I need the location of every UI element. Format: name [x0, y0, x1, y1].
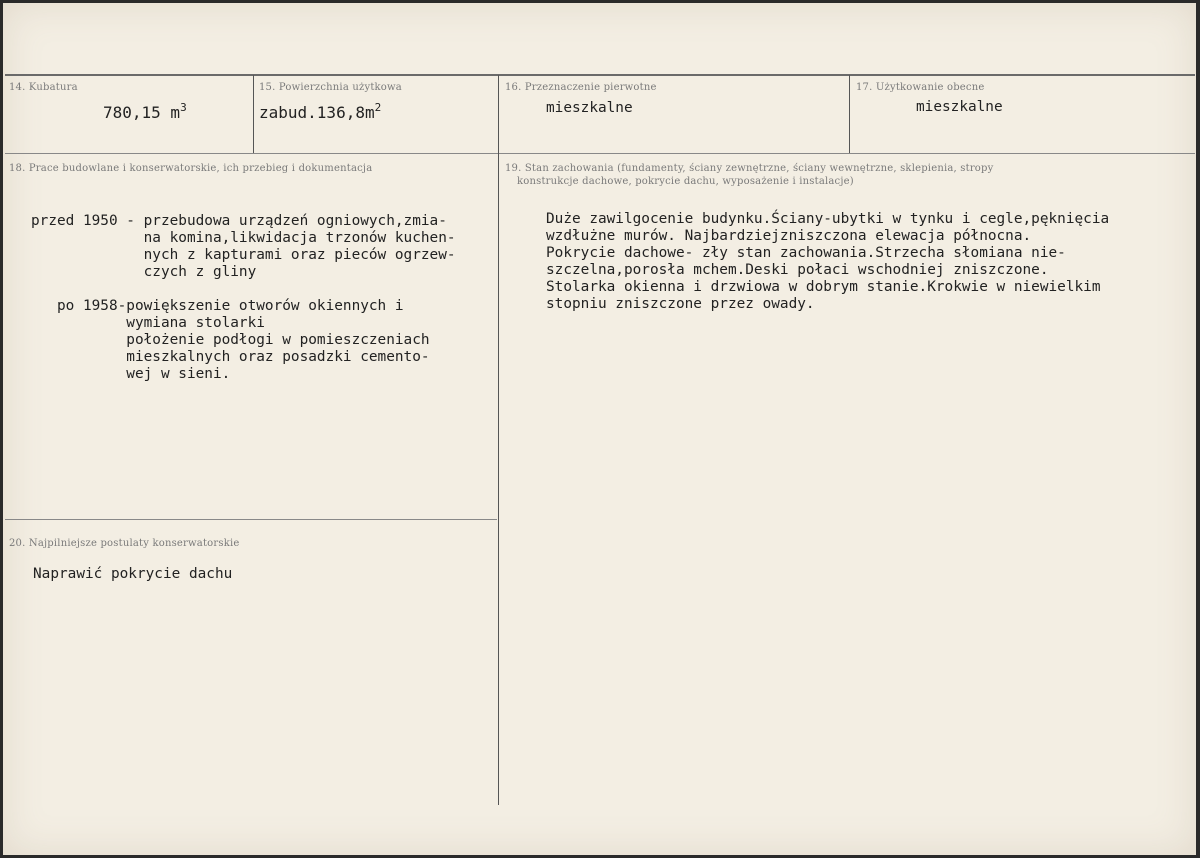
powierzchnia-label: 15. Powierzchnia użytkowa: [259, 82, 402, 93]
prace-line: na komina,likwidacja trzonów kuchen-: [31, 230, 456, 246]
przeznaczenie-value: mieszkalne: [546, 100, 633, 116]
kubatura-value: [103, 101, 187, 122]
stan-line: Pokrycie dachowe- zły stan zachowania.Strzecha słomiana nie-: [546, 245, 1066, 261]
kubatura-number: 780,15 m: [103, 103, 181, 122]
prace-line: po 1958-powiększenie otworów okiennych i: [31, 298, 404, 314]
row1-bottom-rule: [5, 153, 1195, 154]
section20-top-rule: [5, 519, 497, 520]
uzytkowanie-label: 17. Użytkowanie obecne: [856, 82, 985, 93]
stan-line: wzdłużne murów. Najbardziejzniszczona elewacja północna.: [546, 228, 1032, 244]
prace-line: wej w sieni.: [31, 366, 231, 382]
stan-zachowania-label-cont: konstrukcje dachowe, pokrycie dachu, wyposażenie i instalacje): [517, 176, 854, 187]
prace-line: mieszkalnych oraz posadzki cemento-: [31, 349, 430, 365]
prace-line: nych z kapturami oraz pieców ogrzew-: [31, 247, 456, 263]
stan-line: stopniu zniszczone przez owady.: [546, 296, 815, 312]
prace-line: wymiana stolarki: [31, 315, 265, 331]
postulaty-label: 20. Najpilniejsze postulaty konserwatorskie: [9, 538, 240, 549]
powierzchnia-unit-exponent: 2: [374, 101, 382, 114]
przeznaczenie-label: 16. Przeznaczenie pierwotne: [505, 82, 657, 93]
stan-line: Duże zawilgocenie budynku.Ściany-ubytki w tynku i cegle,pęknięcia: [546, 211, 1110, 227]
top-rule: [5, 74, 1195, 76]
stan-line: Stolarka okienna i drzwiowa w dobrym stanie.Krokwie w niewielkim: [546, 279, 1101, 295]
inventory-card: [3, 3, 1196, 855]
prace-line: czych z gliny: [31, 264, 257, 280]
kubatura-label: 14. Kubatura: [9, 82, 78, 93]
postulaty-value: Naprawić pokrycie dachu: [33, 566, 233, 582]
prace-budowlane-label: 18. Prace budowlane i konserwatorskie, ich przebieg i dokumentacja: [9, 163, 373, 174]
col3-divider: [849, 75, 850, 153]
col2-divider: [498, 75, 499, 805]
powierzchnia-number: zabud.136,8m: [259, 103, 375, 122]
prace-line: położenie podłogi w pomieszczeniach: [31, 332, 430, 348]
prace-line: przed 1950 - przebudowa urządzeń ogniowych,zmia-: [31, 213, 447, 229]
stan-line: szczelna,porosła mchem.Deski połaci wschodniej zniszczone.: [546, 262, 1049, 278]
stan-zachowania-label: 19. Stan zachowania (fundamenty, ściany zewnętrzne, ściany wewnętrzne, sklepienia, stropy: [505, 163, 994, 174]
col1-divider: [253, 75, 254, 153]
kubatura-unit-exponent: 3: [180, 101, 187, 114]
uzytkowanie-value: mieszkalne: [916, 99, 1003, 115]
powierzchnia-value: [259, 101, 382, 122]
